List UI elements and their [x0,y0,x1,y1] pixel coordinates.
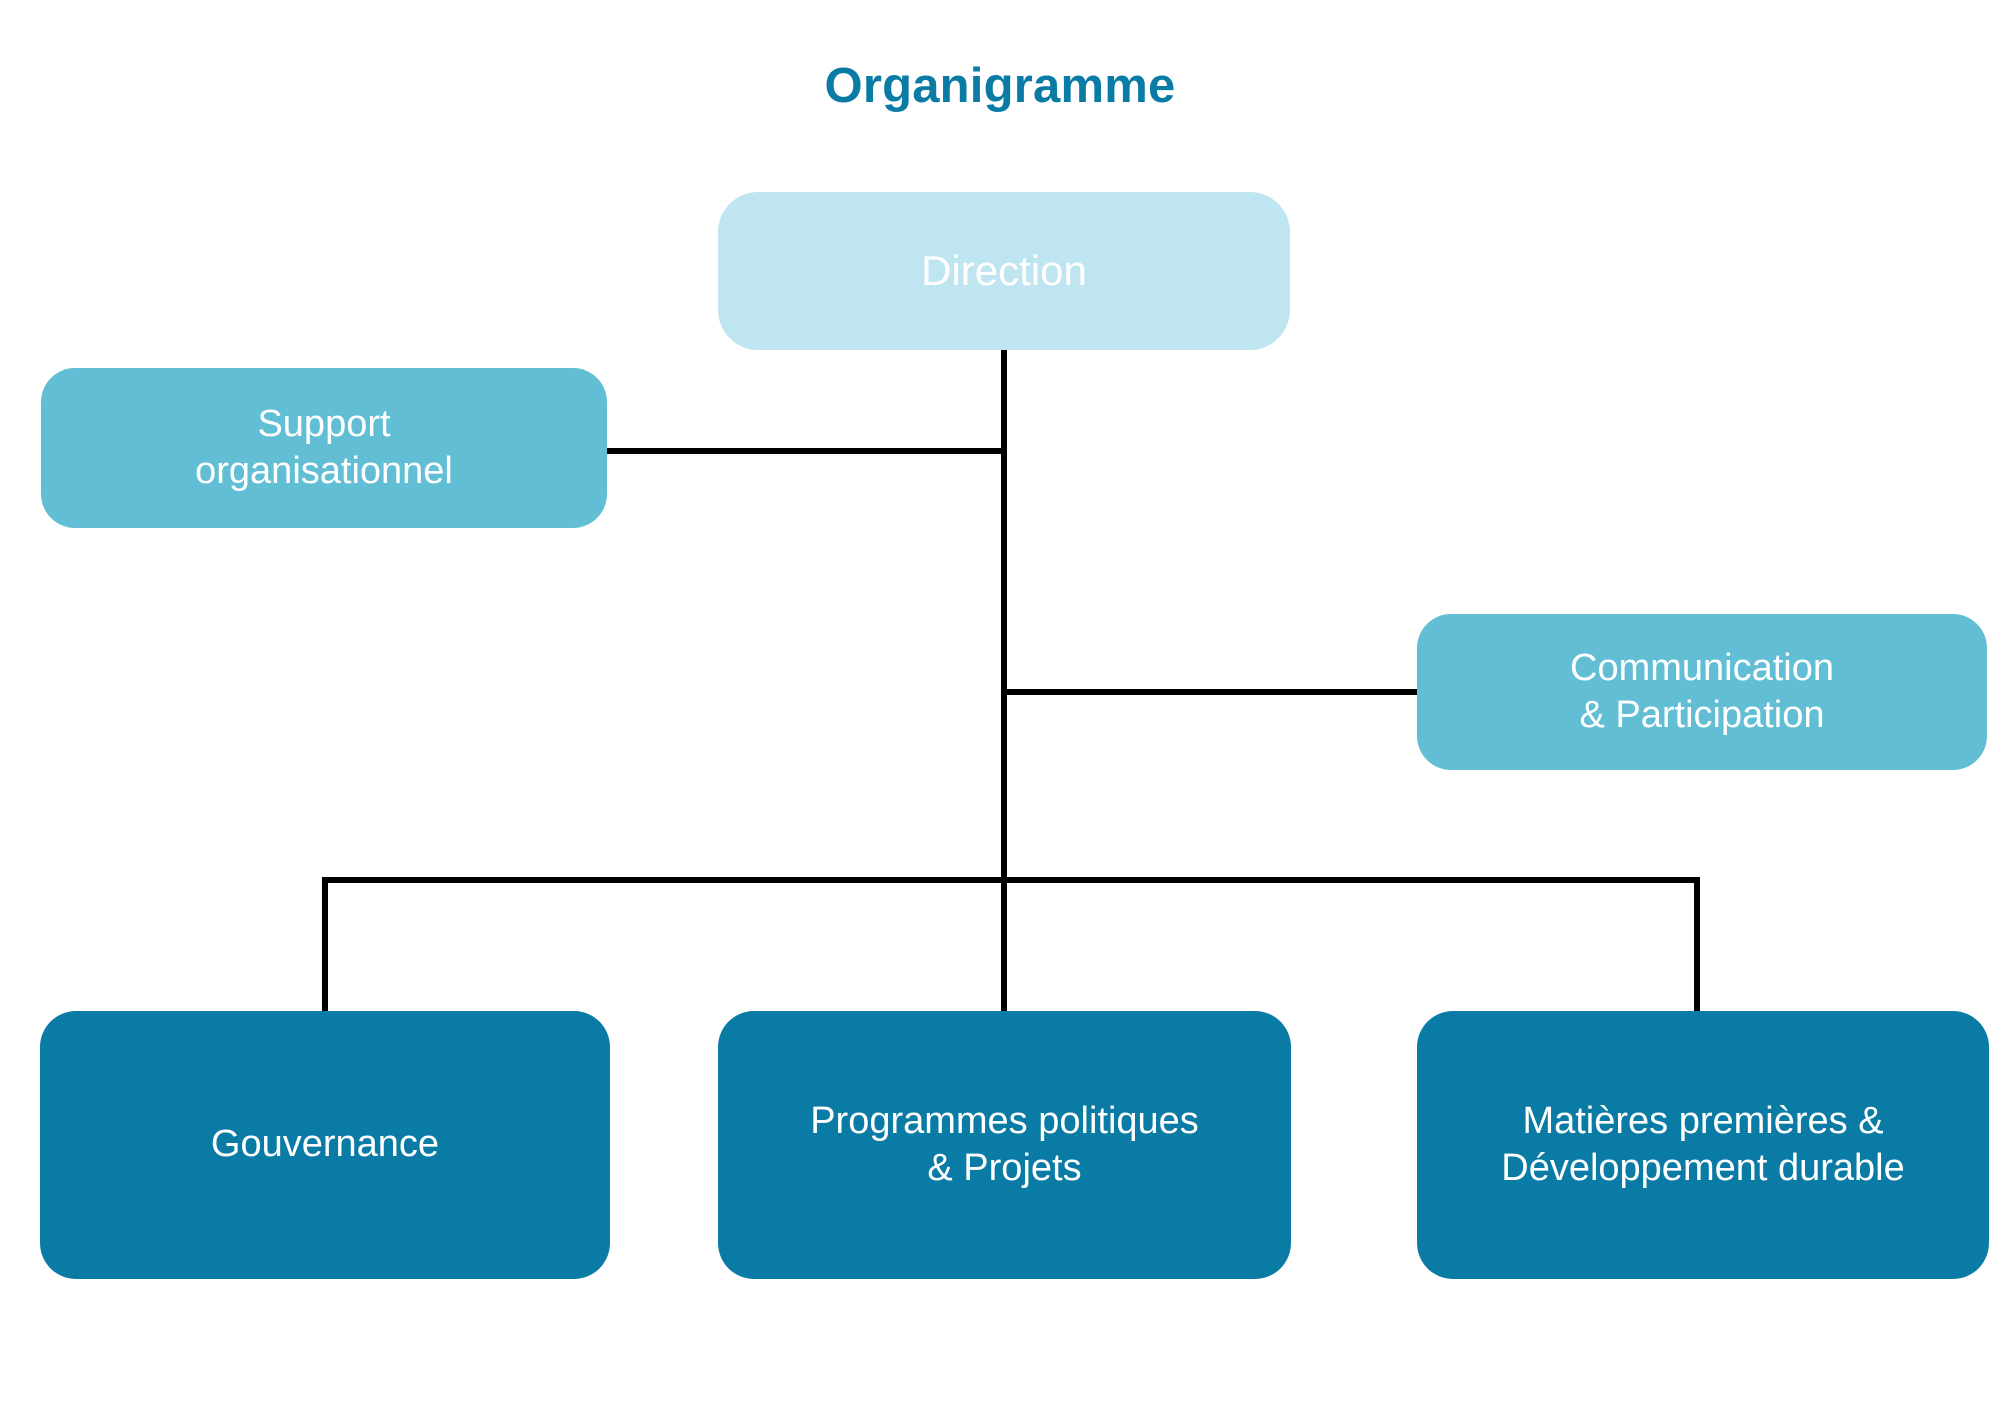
node-communication-label-line1: Communication [1570,646,1834,689]
node-support-label-line1: Support [257,402,391,445]
node-support-label-line2: organisationnel [195,450,453,492]
node-gouvernance[interactable] [40,1011,610,1279]
node-matieres-label-line1: Matières premières & [1522,1099,1884,1142]
node-programmes-label-line2: & Projets [927,1147,1082,1189]
node-communication-participation[interactable] [1417,614,1987,770]
node-programmes-label-line1: Programmes politiques [810,1099,1199,1142]
node-programmes-politiques-projets[interactable] [718,1011,1291,1279]
node-direction-label: Direction [921,246,1087,294]
node-matieres-premieres-developpement-durable[interactable] [1417,1011,1989,1279]
node-support-organisationnel[interactable] [41,368,607,528]
node-direction[interactable] [718,192,1290,350]
page-title: Organigramme [824,59,1176,113]
node-communication-label-line2: & Participation [1579,694,1825,736]
node-matieres-label-line2: Développement durable [1501,1147,1905,1189]
node-gouvernance-label: Gouvernance [210,1123,440,1166]
